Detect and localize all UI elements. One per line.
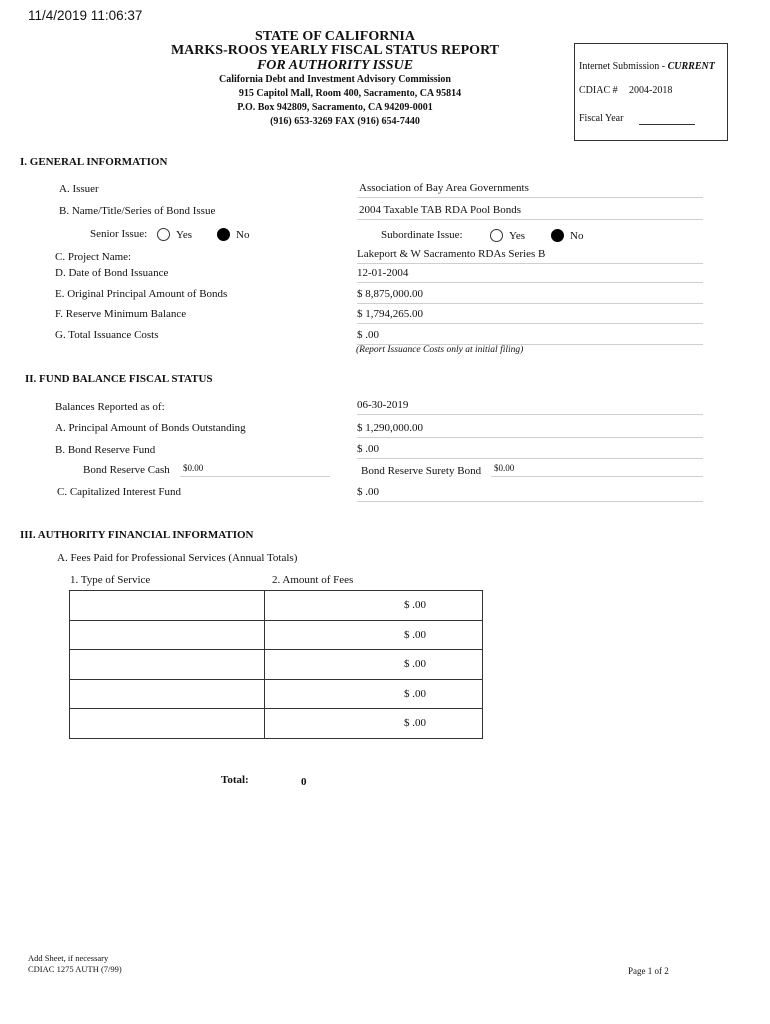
service-type-cell[interactable]: [70, 709, 265, 739]
balances-as-of-value: 06-30-2019: [357, 399, 409, 411]
senior-yes-label: Yes: [176, 229, 193, 241]
table-row: [70, 679, 483, 709]
senior-no-label: No: [236, 229, 250, 241]
original-principal-label: E. Original Principal Amount of Bonds: [55, 288, 228, 300]
fee-amount-cell[interactable]: $ .00: [265, 679, 483, 709]
service-type-cell[interactable]: [70, 650, 265, 680]
submission-box: [574, 43, 728, 141]
bond-name-value: 2004 Taxable TAB RDA Pool Bonds: [359, 204, 522, 216]
add-sheet-note: Add Sheet, if necessary: [28, 953, 109, 963]
capitalized-interest-field[interactable]: [357, 486, 703, 502]
capitalized-interest-value: $ .00: [357, 486, 379, 498]
issuance-date-value: 12-01-2004: [357, 267, 409, 279]
reserve-fund-field[interactable]: [357, 443, 703, 459]
table-row: [70, 709, 483, 739]
fiscal-year-label: Fiscal Year: [579, 113, 624, 124]
issuer-value: Association of Bay Area Governments: [359, 182, 529, 194]
senior-no-radio[interactable]: [217, 228, 230, 241]
subordinate-no-radio[interactable]: [551, 229, 564, 242]
surety-bond-value: $0.00: [494, 463, 515, 473]
form-id: CDIAC 1275 AUTH (7/99): [28, 964, 122, 974]
issuance-costs-label: G. Total Issuance Costs: [55, 329, 159, 341]
total-label: Total:: [221, 774, 249, 786]
service-type-cell[interactable]: [70, 591, 265, 621]
surety-bond-label: Bond Reserve Surety Bond: [361, 465, 482, 477]
header-report-title: MARKS-ROOS YEARLY FISCAL STATUS REPORT: [170, 43, 500, 58]
bond-name-field[interactable]: [357, 204, 703, 220]
fee-amount-cell[interactable]: $ .00: [265, 650, 483, 680]
reserve-cash-label: Bond Reserve Cash: [83, 464, 170, 476]
header-state: STATE OF CALIFORNIA: [255, 29, 415, 44]
header-address: 915 Capitol Mall, Room 400, Sacramento, CA 95814: [238, 88, 462, 99]
amount-of-fees-header: 2. Amount of Fees: [272, 574, 354, 586]
issuance-costs-note: (Report Issuance Costs only at initial filing): [356, 345, 524, 355]
fee-amount-cell[interactable]: $ .00: [265, 591, 483, 621]
bond-name-label: B. Name/Title/Series of Bond Issue: [59, 205, 216, 217]
bonds-outstanding-label: A. Principal Amount of Bonds Outstanding: [55, 422, 246, 434]
type-of-service-header: 1. Type of Service: [70, 574, 151, 586]
service-type-cell[interactable]: [70, 679, 265, 709]
submission-line: [579, 61, 715, 72]
page-number: Page 1 of 2: [628, 966, 669, 976]
section2-title: II. FUND BALANCE FISCAL STATUS: [25, 373, 213, 385]
reserve-minimum-label: F. Reserve Minimum Balance: [55, 308, 187, 320]
bonds-outstanding-value: $ 1,290,000.00: [357, 422, 423, 434]
original-principal-value: $ 8,875,000.00: [357, 288, 423, 300]
header-po-box: P.O. Box 942809, Sacramento, CA 94209-0001: [237, 102, 433, 113]
header-phone: (916) 653-3269 FAX (916) 654-7440: [270, 116, 420, 127]
issuance-costs-field[interactable]: [357, 329, 703, 345]
table-row: [70, 650, 483, 680]
reserve-fund-value: $ .00: [357, 443, 379, 455]
cdiac-label: CDIAC #: [579, 85, 618, 96]
subordinate-yes-label: Yes: [509, 230, 526, 242]
fee-amount-cell[interactable]: $ .00: [265, 620, 483, 650]
fee-amount-cell[interactable]: $ .00: [265, 709, 483, 739]
surety-bond-field[interactable]: [491, 463, 703, 477]
original-principal-field[interactable]: [357, 288, 703, 304]
fiscal-year-field[interactable]: [639, 124, 695, 125]
reserve-minimum-field[interactable]: [357, 308, 703, 324]
issuer-label: A. Issuer: [59, 183, 99, 195]
issuance-costs-value: $ .00: [357, 329, 379, 341]
project-name-label: C. Project Name:: [55, 251, 132, 263]
reserve-cash-field[interactable]: [180, 463, 330, 477]
issuance-date-field[interactable]: [357, 267, 703, 283]
capitalized-interest-label: C. Capitalized Interest Fund: [57, 486, 182, 498]
subordinate-issue-label: Subordinate Issue:: [381, 229, 463, 241]
balances-as-of-label: Balances Reported as of:: [55, 401, 165, 413]
issuance-date-label: D. Date of Bond Issuance: [55, 267, 169, 279]
bonds-outstanding-field[interactable]: [357, 422, 703, 438]
cdiac-value: 2004-2018: [629, 85, 673, 96]
total-value: 0: [301, 776, 307, 788]
project-name-value: Lakeport & W Sacramento RDAs Series B: [357, 248, 546, 260]
submission-value: CURRENT: [667, 61, 715, 72]
fees-table: [69, 590, 483, 739]
submission-label: Internet Submission -: [579, 61, 668, 72]
subordinate-yes-radio[interactable]: [490, 229, 503, 242]
header-subtitle: FOR AUTHORITY ISSUE: [256, 58, 414, 73]
fees-label: A. Fees Paid for Professional Services (Annual Totals): [57, 552, 298, 564]
project-name-field[interactable]: [357, 248, 703, 264]
reserve-minimum-value: $ 1,794,265.00: [357, 308, 423, 320]
reserve-fund-label: B. Bond Reserve Fund: [55, 444, 156, 456]
balances-as-of-field[interactable]: [357, 399, 703, 415]
subordinate-no-label: No: [570, 230, 584, 242]
header-commission: California Debt and Investment Advisory Commission: [219, 74, 451, 85]
service-type-cell[interactable]: [70, 620, 265, 650]
senior-yes-radio[interactable]: [157, 228, 170, 241]
print-timestamp: 11/4/2019 11:06:37: [28, 8, 143, 23]
issuer-field[interactable]: [357, 182, 703, 198]
table-row: [70, 620, 483, 650]
section1-title: I. GENERAL INFORMATION: [20, 156, 168, 168]
section3-title: III. AUTHORITY FINANCIAL INFORMATION: [20, 529, 254, 541]
senior-issue-label: Senior Issue:: [90, 228, 148, 240]
reserve-cash-value: $0.00: [183, 463, 204, 473]
table-row: [70, 591, 483, 621]
